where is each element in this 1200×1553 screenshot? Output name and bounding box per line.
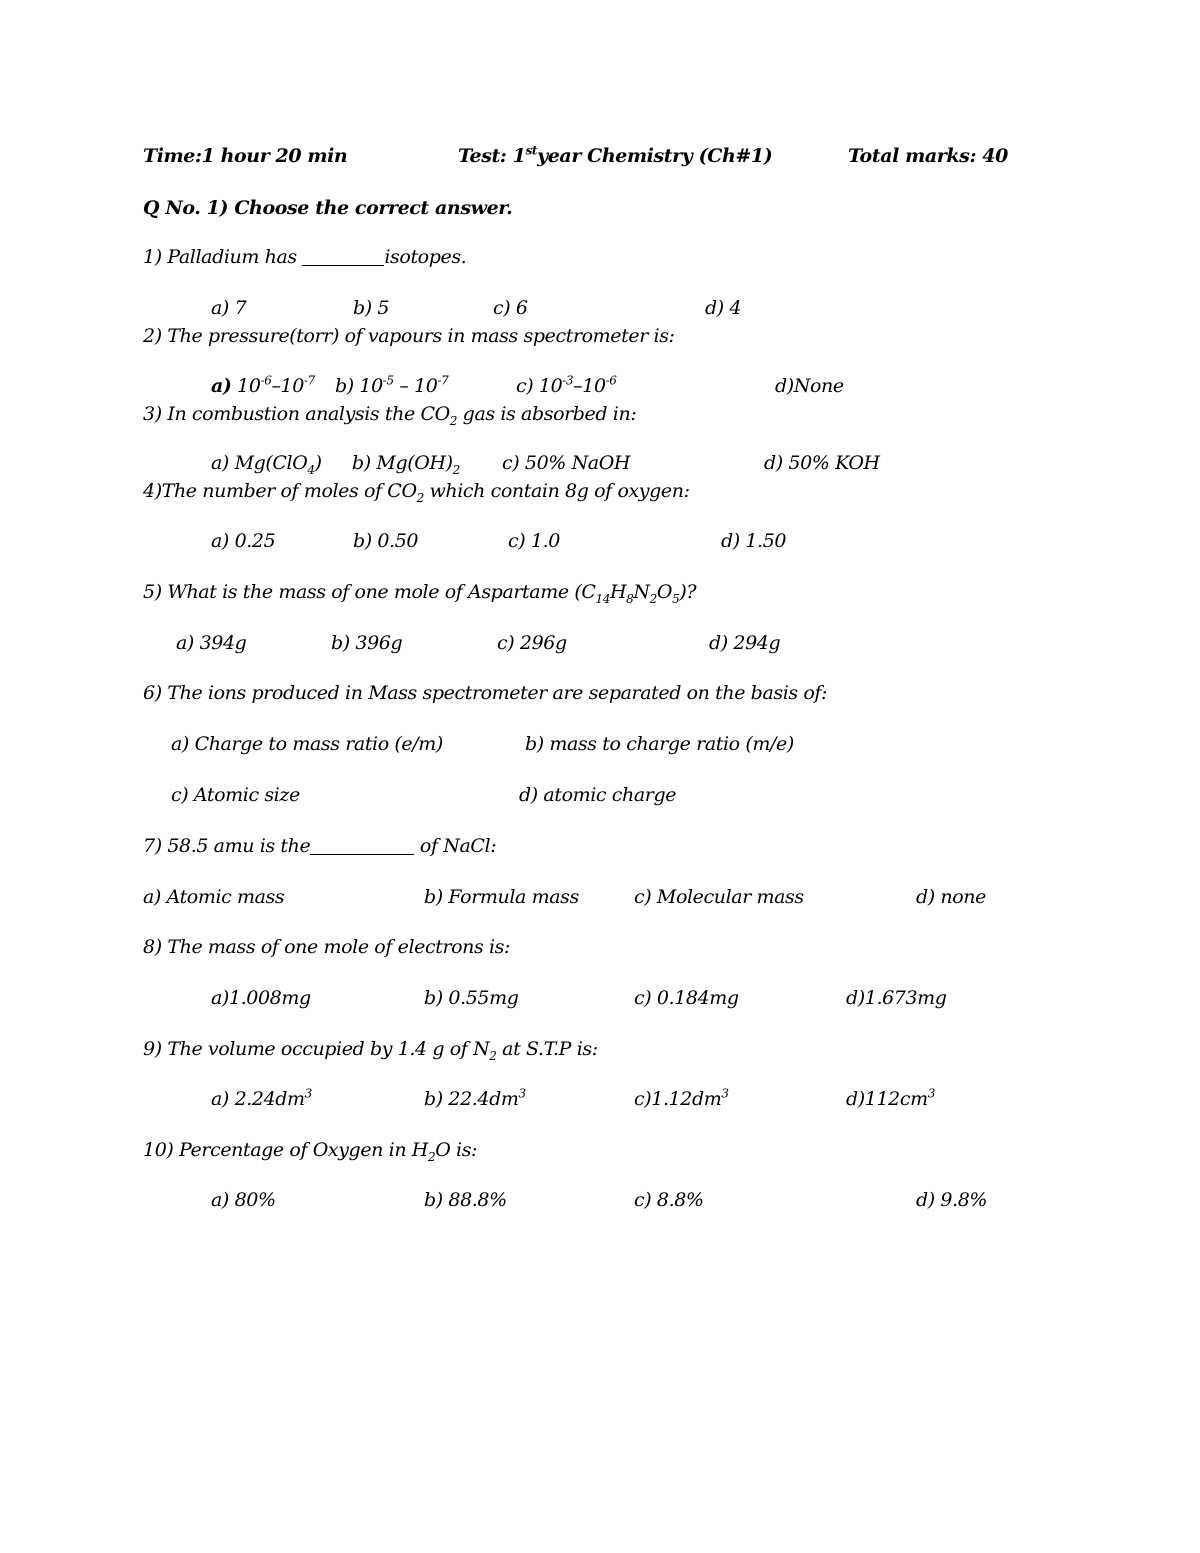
option-b: b) $10^{-5} - 10^{-7}$ (335, 373, 449, 397)
option-c: $c)1.12dm^3$ (634, 1086, 729, 1110)
option-d: d) 4 (705, 297, 742, 319)
option-c: c) Atomic size (171, 784, 300, 806)
question-4: 4)The number of moles of $CO_2$ which contain 8g of oxygen: (143, 480, 690, 505)
option-c: c) $10^{-3}-10^{-6}$ (516, 373, 617, 397)
option-d: d) none (916, 886, 986, 908)
option-b: b) Formula mass (424, 886, 579, 908)
option-b: b) 396g (331, 632, 403, 654)
test-title: Test: 1styear Chemistry (Ch#1) (458, 143, 773, 167)
option-c: c) 50% NaOH (502, 452, 631, 474)
option-d: d)None (775, 375, 844, 397)
option-a: a) 80% (211, 1189, 276, 1211)
total-marks: Total marks: 40 (848, 145, 1008, 167)
option-d: d)1.673mg (846, 987, 947, 1009)
option-d: d) 9.8% (916, 1189, 988, 1211)
question-9: 9) The volume occupied by 1.4 g of $N_2$ at S.T.P is: (143, 1038, 598, 1063)
option-a: a) Atomic mass (143, 886, 285, 908)
option-d: d) atomic charge (519, 784, 677, 806)
option-a: a) $2.24dm^3$ (211, 1086, 312, 1110)
option-b: b) $22.4dm^3$ (424, 1086, 526, 1110)
option-a: a)1.008mg (211, 987, 311, 1009)
option-a: a) 0.25 (211, 530, 276, 552)
option-c: c) Molecular mass (634, 886, 804, 908)
option-c: c) 8.8% (634, 1189, 704, 1211)
option-c: c) 296g (497, 632, 567, 654)
option-b: b) $Mg(OH)_2$ (352, 452, 460, 477)
option-d: d) 1.50 (721, 530, 787, 552)
question-3: 3) In combustion analysis the $CO_2$ gas is absorbed in: (143, 403, 637, 428)
question-5: 5) What is the mass of one mole of Aspartame $(C_{14}H_8N_2O_5)$? (143, 581, 697, 606)
option-a: a) 7 (211, 297, 247, 319)
option-c: c) 1.0 (508, 530, 560, 552)
option-a: a) Mg(ClO$_4$) (211, 452, 322, 477)
question-1: 1) Palladium has isotopes. (143, 246, 467, 268)
option-a: a) 394g (176, 632, 247, 654)
option-b: b) 0.50 (353, 530, 419, 552)
answer-blank (310, 836, 414, 855)
option-d: d) 294g (709, 632, 781, 654)
time-label: Time:1 hour 20 min (143, 145, 348, 167)
question-6: 6) The ions produced in Mass spectrometer are separated on the basis of: (143, 682, 828, 704)
section-title: Q No. 1) Choose the correct answer. (143, 197, 513, 219)
option-d: d) 50% KOH (764, 452, 880, 474)
option-a: a) Charge to mass ratio (e/m) (171, 733, 443, 755)
option-b: b) 5 (353, 297, 390, 319)
option-c: c) 0.184mg (634, 987, 739, 1009)
answer-blank (302, 247, 384, 266)
question-10: 10) Percentage of Oxygen in $H_2O$ is: (143, 1139, 478, 1164)
question-7: 7) 58.5 amu is the of NaCl: (143, 835, 497, 857)
option-a: a) $10^{-6}-10^{-7}$ (211, 373, 315, 397)
question-2: 2) The pressure(torr) of vapours in mass spectrometer is: (143, 325, 675, 347)
option-b: b) 0.55mg (424, 987, 519, 1009)
option-c: c) 6 (493, 297, 528, 319)
option-b: b) 88.8% (424, 1189, 507, 1211)
option-b: b) mass to charge ratio (m/e) (525, 733, 794, 755)
option-d: $d)112cm^3$ (846, 1086, 935, 1110)
question-8: 8) The mass of one mole of electrons is: (143, 936, 511, 958)
